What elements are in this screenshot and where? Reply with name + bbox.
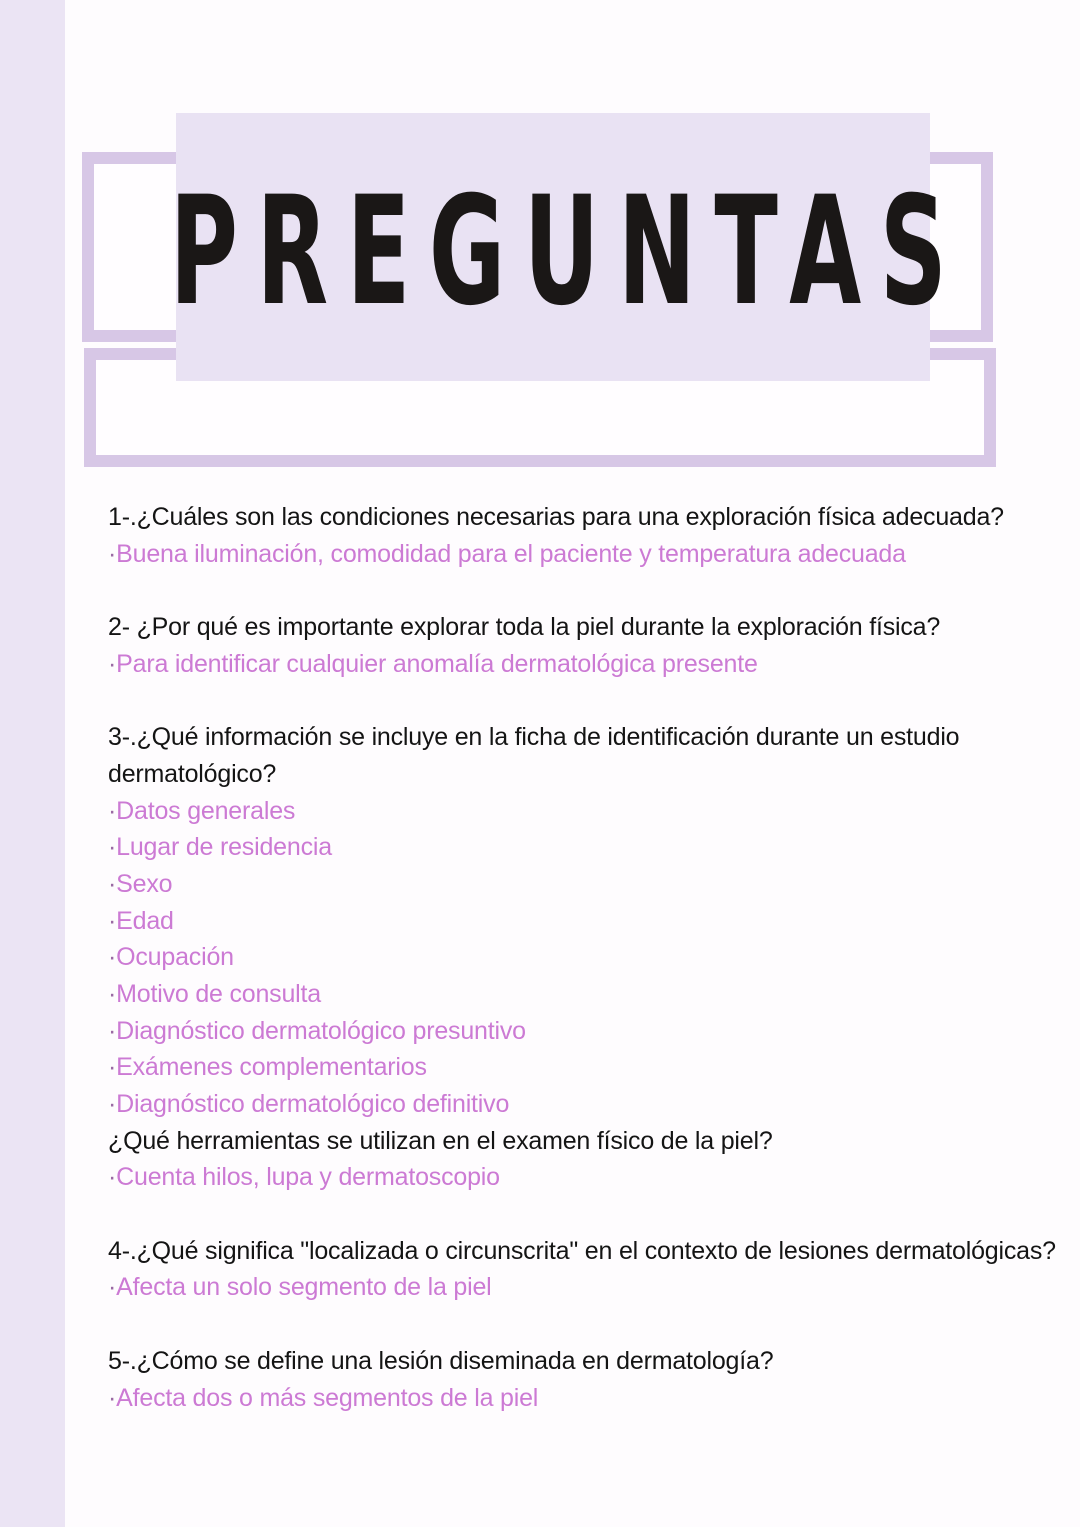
spacer: [108, 1196, 1080, 1233]
question-3-line-2: dermatológico?: [108, 759, 277, 788]
title-banner: [170, 113, 966, 381]
question-5: 5-.¿Cómo se define una lesión diseminada en dermatología?: [108, 1346, 774, 1375]
bullet-icon: ·: [108, 869, 117, 898]
left-decorative-stripe: [0, 0, 65, 1527]
question-3-sub: ¿Qué herramientas se utilizan en el examen físico de la piel?: [108, 1126, 773, 1155]
bullet-icon: ·: [108, 1053, 117, 1082]
bullet-icon: ·: [108, 979, 117, 1008]
bullet-icon: ·: [108, 906, 117, 935]
question-3-line-1: 3-.¿Qué información se incluye en la ficha de identificación durante un estudio: [108, 723, 960, 752]
answer-3-item: ·Sexo: [108, 869, 173, 898]
bullet-icon: ·: [108, 943, 117, 972]
spacer: [108, 682, 1080, 719]
answer-1: ·Buena iluminación, comodidad para el paciente y temperatura adecuada: [108, 539, 906, 568]
answer-3-item: ·Ocupación: [108, 943, 234, 972]
bullet-icon: ·: [108, 1163, 117, 1192]
answer-3-item: ·Edad: [108, 906, 174, 935]
question-2: 2- ¿Por qué es importante explorar toda la piel durante la exploración física?: [108, 613, 941, 642]
answer-3-item: ·Diagnóstico dermatológico presuntivo: [108, 1016, 526, 1045]
questions-list: [108, 499, 1080, 1416]
bullet-icon: ·: [108, 1090, 117, 1118]
answer-3-item: ·Motivo de consulta: [108, 979, 321, 1008]
answer-3-item: ·Datos generales: [108, 796, 296, 825]
answer-2: ·Para identificar cualquier anomalía dermatológica presente: [108, 649, 758, 678]
answer-4: ·Afecta un solo segmento de la piel: [108, 1273, 492, 1302]
answer-5: ·Afecta dos o más segmentos de la piel: [108, 1383, 539, 1412]
answer-3-item: ·Lugar de residencia: [108, 833, 332, 862]
spacer: [108, 572, 1080, 609]
page-title: PREGUNTAS: [170, 165, 966, 339]
question-1: 1-.¿Cuáles son las condiciones necesarias para una exploración física adecuada?: [108, 503, 1004, 531]
bullet-icon: ·: [108, 1016, 117, 1045]
bullet-icon: ·: [108, 796, 117, 825]
answer-3-item: ·Diagnóstico dermatológico definitivo: [108, 1090, 510, 1118]
question-4: 4-.¿Qué significa "localizada o circunscrita" en el contexto de lesiones dermatológicas?: [108, 1236, 1056, 1265]
bullet-icon: ·: [108, 649, 117, 678]
answer-3-sub: ·Cuenta hilos, lupa y dermatoscopio: [108, 1163, 500, 1192]
bullet-icon: ·: [108, 1383, 117, 1412]
bullet-icon: ·: [108, 539, 117, 568]
bullet-icon: ·: [108, 833, 117, 862]
spacer: [108, 1306, 1080, 1343]
bullet-icon: ·: [108, 1273, 117, 1302]
answer-3-item: ·Exámenes complementarios: [108, 1053, 427, 1082]
